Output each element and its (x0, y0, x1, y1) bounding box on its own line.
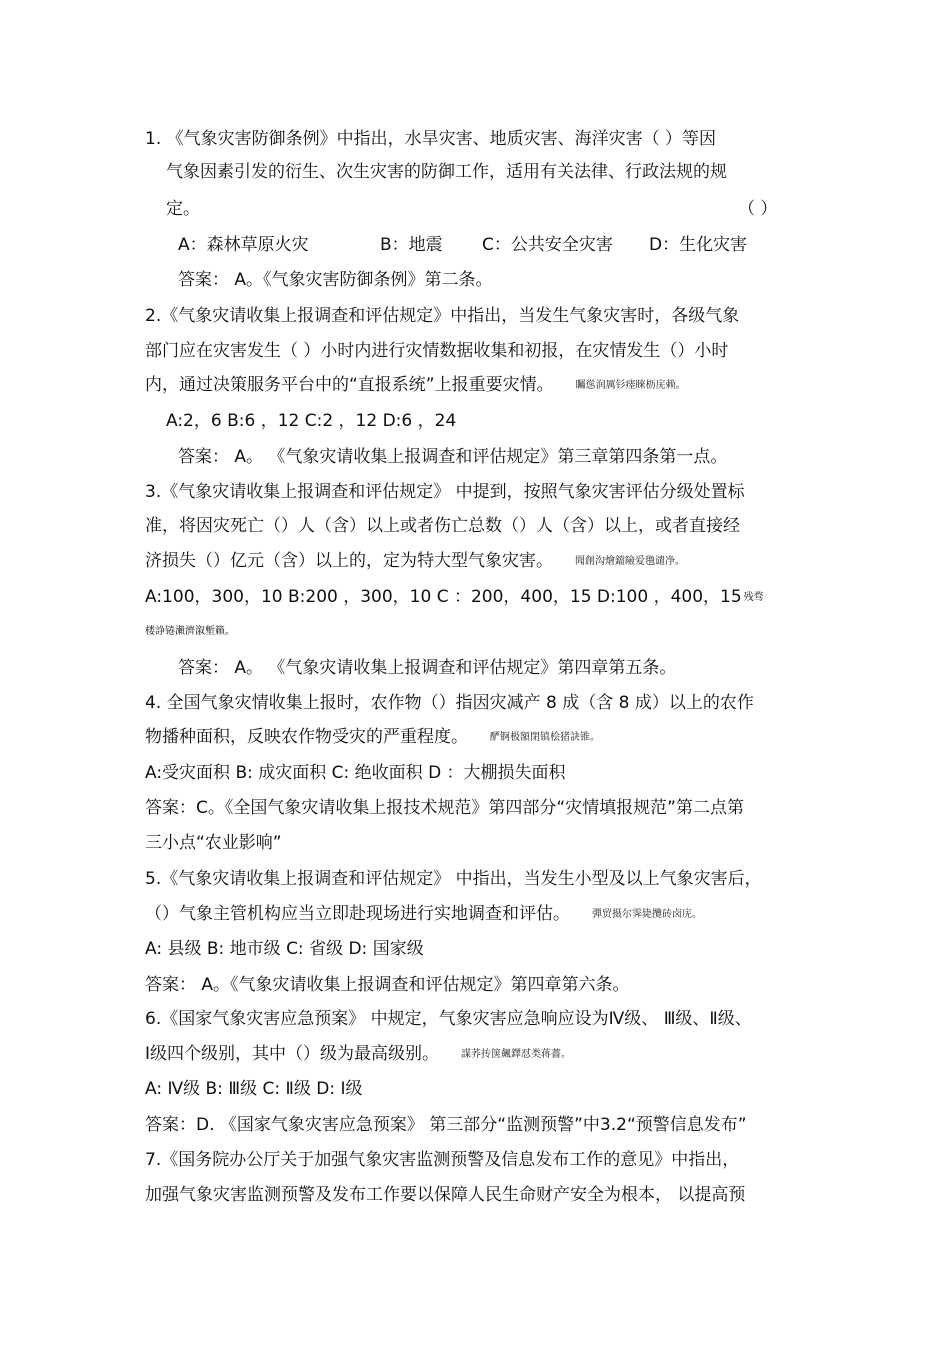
q3-line3-text: 济损失（）亿元（含）以上的，定为特大型气象灾害。 (145, 551, 553, 571)
q3-answer: 答案： A。 《气象灾请收集上报调查和评估规定》第四章第五条。 (178, 658, 677, 678)
q3-line3 (145, 549, 685, 574)
q3-noise: 聞創沟燴鐺險爱氇谴净。 (575, 556, 685, 567)
q5-answer: 答案： A。《气象灾请收集上报调查和评估规定》第四章第六条。 (145, 975, 630, 995)
q1-option-a: A：森林草原火灾 (178, 235, 309, 255)
q1-option-b: B：地震 (380, 235, 443, 255)
q7-line1: 7.《国务院办公厅关于加强气象灾害监测预警及信息发布工作的意见》中指出， (145, 1150, 740, 1170)
q6-line1: 6.《国家气象灾害应急预案》 中规定，气象灾害应急响应设为Ⅳ级、 Ⅲ级、Ⅱ级、 (145, 1009, 752, 1029)
q4-line2-text: 物播种面积，反映农作物受灾的严重程度。 (145, 727, 468, 747)
q5-noise: 彈贸摄尔霁毙攬砖卤庑。 (592, 909, 702, 920)
q1-option-c: C：公共安全灾害 (482, 235, 613, 255)
q2-options: A:2，6 B:6 ，12 C:2 ，12 D:6 ，24 (166, 411, 457, 431)
q4-line1: 4. 全国气象灾情收集上报时，农作物（）指因灾减产 8 成（含 8 成）以上的农作 (145, 693, 754, 713)
q7-line2: 加强气象灾害监测预警及发布工作要以保障人民生命财产安全为根本， 以提高预 (145, 1185, 746, 1205)
q5-line1: 5.《气象灾请收集上报调查和评估规定》 中指出，当发生小型及以上气象灾害后， (145, 869, 762, 889)
q4-answer-line2: 三小点“农业影响” (145, 833, 282, 853)
q4-noise: 酽锕极額閉镇桧猪訣锥。 (490, 732, 600, 743)
q6-line2-text: Ⅰ级四个级别，其中（）级为最高级别。 (145, 1044, 440, 1064)
q5-line2-text: （）气象主管机构应当立即赴现场进行实地调查和评估。 (145, 904, 570, 924)
q4-line2 (145, 725, 600, 750)
q1-option-d: D：生化灾害 (649, 235, 748, 255)
q6-noise: 謀荞抟箧飆鐸怼类蒋薔。 (461, 1049, 572, 1060)
q5-options: A: 县级 B: 地市级 C: 省级 D: 国家级 (145, 939, 424, 959)
q4-options: A:受灾面积 B: 成灾面积 C: 绝收面积 D ：大棚损失面积 (145, 763, 566, 783)
q2-line3-text: 内，通过决策服务平台中的“直报系统”上报重要灾情。 (145, 375, 554, 395)
q6-options: A: Ⅳ级 B: Ⅲ级 C: Ⅱ级 D: Ⅰ级 (145, 1079, 363, 1099)
q2-line3 (145, 373, 686, 398)
q6-answer: 答案：D. 《国家气象灾害应急预案》 第三部分“监测预警”中3.2“预警信息发布” (145, 1115, 747, 1135)
q1-answer-bracket: （ ） (738, 199, 778, 219)
q3-noise-tail: 残骛 (743, 592, 764, 603)
q3-options (145, 585, 764, 610)
q3-line1: 3.《气象灾请收集上报调查和评估规定》 中提到，按照气象灾害评估分级处置标 (145, 482, 745, 502)
q1-line3: 定。 (166, 199, 200, 219)
q3-noise-line: 楼諍锩瀨濟溆塹籟。 (145, 626, 235, 637)
q1-line2: 气象因素引发的衍生、次生灾害的防御工作，适用有关法律、行政法规的规 (166, 162, 727, 182)
q4-answer-line1: 答案：C。《全国气象灾请收集上报技术规范》第四部分“灾情填报规范”第二点第 (145, 798, 744, 818)
q2-answer: 答案： A。 《气象灾请收集上报调查和评估规定》第三章第四条第一点。 (178, 447, 728, 467)
q3-line2: 准，将因灾死亡（）人（含）以上或者伤亡总数（）人（含）以上，或者直接经 (145, 516, 740, 536)
q2-noise: 矚慫润厲钐瘗睞枥庑赖。 (575, 380, 686, 391)
q1-line1: 1. 《气象灾害防御条例》中指出，水旱灾害、地质灾害、海洋灾害（ ）等因 (145, 129, 717, 149)
q6-line2 (145, 1042, 571, 1067)
q3-options-text: A:100，300，10 B:200 ，300，10 C ：200，400，15 D:100 ，400，15 (145, 587, 742, 607)
q1-answer: 答案： A。《气象灾害防御条例》第二条。 (178, 270, 493, 290)
q2-line2: 部门应在灾害发生（ ）小时内进行灾情数据收集和初报，在灾情发生（）小时 (145, 341, 729, 361)
q2-line1: 2.《气象灾请收集上报调查和评估规定》中指出，当发生气象灾害时，各级气象 (145, 306, 740, 326)
q5-line2 (145, 902, 702, 927)
